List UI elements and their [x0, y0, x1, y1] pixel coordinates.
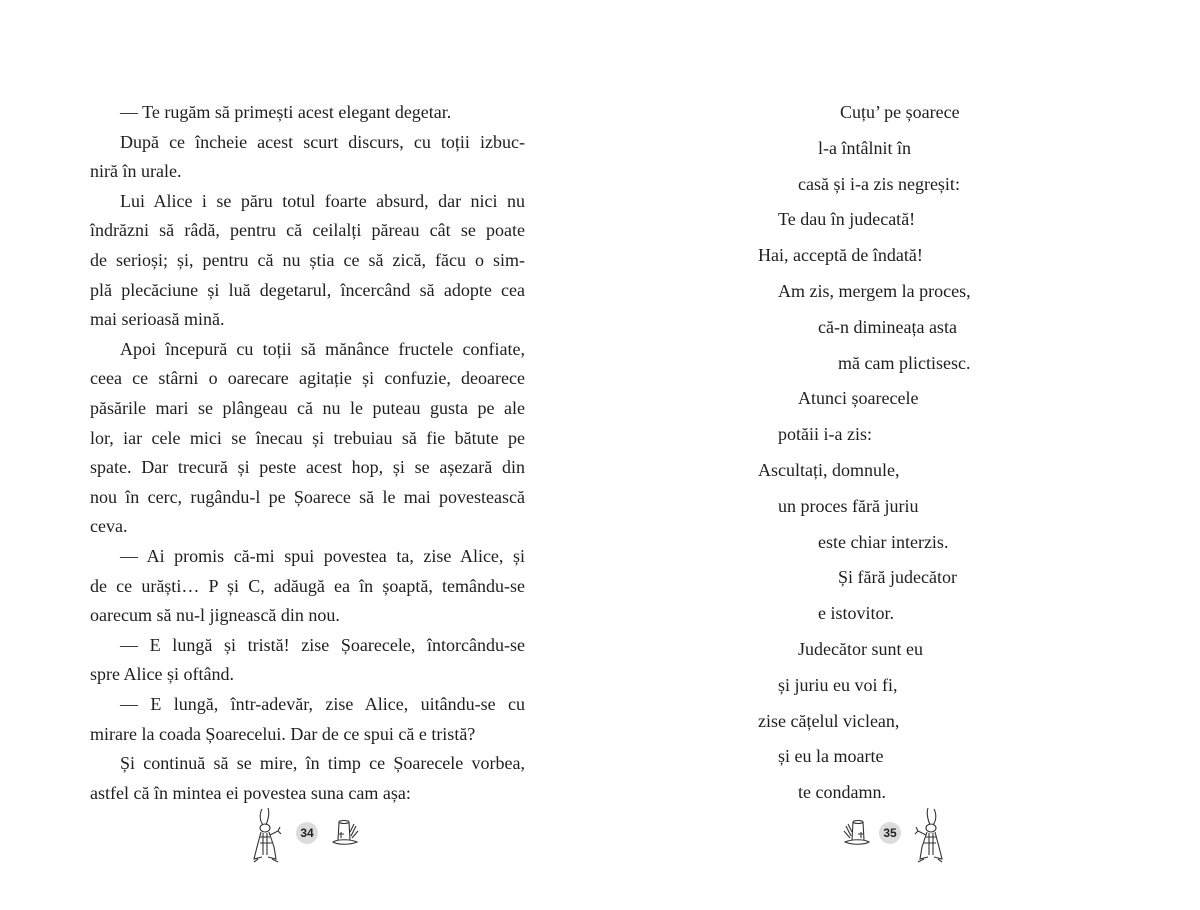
- text-line: oarecum să nu-l jignească din nou.: [90, 605, 340, 626]
- text-line: spre Alice și oftând.: [90, 664, 234, 685]
- text-line: — Ai promis că-mi spui povestea ta, zise Alice, și: [120, 546, 525, 566]
- text-line: După ce încheie acest scurt discurs, cu toții izbuc-: [120, 131, 525, 152]
- poem-line: și juriu eu voi fi,: [778, 674, 898, 695]
- text-line: Apoi începură cu toții să mănânce fructele confiate,: [120, 338, 525, 359]
- text-line: — Te rugăm să primești acest elegant degetar.: [120, 102, 452, 122]
- poem-line: mă cam plictisesc.: [838, 352, 971, 373]
- text-line: spate. Dar trecură și peste acest hop, și se așezară din: [90, 457, 525, 478]
- page-number-left: 34: [296, 822, 318, 844]
- text-line: — E lungă, într-adevăr, zise Alice, uitându-se cu: [120, 694, 525, 714]
- text-line: niră în urale.: [90, 161, 182, 182]
- text-line: plă plecăciune și luă degetarul, încercând să adopte cea: [90, 279, 525, 300]
- poem-line: Hai, acceptă de îndată!: [758, 245, 923, 266]
- text-line: astfel că în mintea ei povestea suna cam așa:: [90, 782, 411, 803]
- top-hat-icon: [842, 818, 872, 848]
- text-line: — E lungă și tristă! zise Șoarecele, întorcându-se: [120, 634, 525, 655]
- page-number-right: 35: [879, 822, 901, 844]
- poem-line: l-a întâlnit în: [818, 137, 911, 158]
- text-line: de ce urăști… P și C, adăugă ea în șoaptă, temându-se: [90, 575, 525, 596]
- text-line: ceea ce stârni o oarecare agitație și confuzie, deoarece: [90, 368, 525, 389]
- poem-line: zise cățelul viclean,: [758, 710, 900, 731]
- poem-line: Și fără judecător: [838, 567, 957, 588]
- poem-line: te condamn.: [798, 782, 886, 803]
- poem-line: e istovitor.: [818, 603, 894, 624]
- poem-line: un proces fără juriu: [778, 495, 919, 516]
- text-line: păsările mari se plângeau că nu le puteau gusta pe ale: [90, 398, 525, 418]
- text-line: ceva.: [90, 516, 128, 537]
- poem-line: Cuțu’ pe șoarece: [840, 102, 960, 122]
- text-line: lor, iar cele mici se înecau și trebuiau să fie bătute pe: [90, 427, 525, 448]
- white-rabbit-icon: [248, 807, 288, 863]
- text-line: Și continuă să se mire, în timp ce Șoarecele vorbea,: [120, 753, 525, 774]
- poem-line: Atunci șoarecele: [798, 388, 919, 409]
- poem-line: Ascultați, domnule,: [758, 460, 900, 480]
- white-rabbit-icon: [908, 807, 948, 863]
- poem-line: Judecător sunt eu: [798, 639, 923, 659]
- text-line: Lui Alice i se păru totul foarte absurd, dar nici nu: [120, 190, 525, 211]
- poem-line: că-n dimineața asta: [818, 316, 957, 337]
- text-line: nou în cerc, rugându-l pe Șoarece să le mai povestească: [90, 486, 525, 507]
- text-line: de serioși; și, pentru că nu știa ce să zică, făcu o sim-: [90, 250, 525, 270]
- poem-line: casă și i-a zis negreșit:: [798, 173, 960, 194]
- text-line: mirare la coada Șoarecelui. Dar de ce spui că e tristă?: [90, 723, 476, 744]
- poem-line: și eu la moarte: [778, 746, 884, 767]
- poem-line: Te dau în judecată!: [778, 209, 916, 230]
- text-line: îndrăzni să râdă, pentru că ceilalți păreau cât se poate: [90, 220, 525, 241]
- poem-line: Am zis, mergem la proces,: [778, 281, 971, 301]
- top-hat-icon: [330, 818, 360, 848]
- poem-line: este chiar interzis.: [818, 531, 949, 552]
- text-line: mai serioasă mină.: [90, 309, 225, 330]
- poem-line: potăii i-a zis:: [778, 424, 872, 445]
